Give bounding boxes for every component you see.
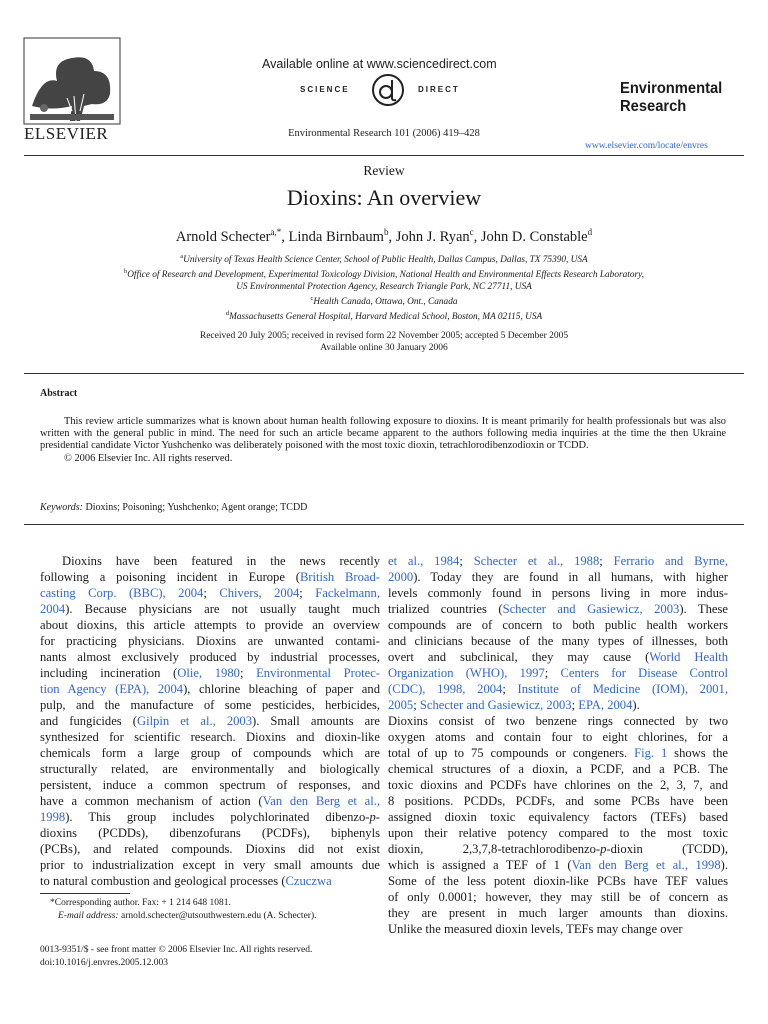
affiliation-marker: b	[123, 268, 128, 276]
body-text: and fungicides (	[40, 714, 137, 728]
body-text: -	[375, 810, 380, 824]
body-text-line	[388, 665, 728, 681]
citation-link[interactable]: 2000	[388, 570, 414, 584]
article-type: Review	[363, 163, 405, 178]
author-affiliation-marker[interactable]: c	[469, 227, 474, 237]
body-text-line	[40, 809, 380, 825]
body-text-line	[40, 761, 380, 777]
body-text-line	[40, 697, 380, 713]
body-text: ;	[571, 698, 579, 712]
body-text-line	[40, 857, 380, 873]
body-text-line	[388, 825, 728, 841]
body-text: to natural combustion and geological processes (	[40, 874, 286, 888]
body-text: levels commonly found in persons living in more indus-	[388, 586, 728, 600]
citation-link[interactable]: Chivers, 2004	[219, 586, 300, 600]
journal-url-link[interactable]: www.elsevier.com/locate/envres	[585, 141, 708, 151]
author-name: John D. Constable	[480, 228, 588, 245]
elsevier-tree-logo	[22, 36, 122, 126]
body-text: following a poisoning incident in Europe (	[40, 570, 300, 584]
body-text: Dioxins consist of two benzene rings connected by two	[388, 714, 728, 728]
article-dates	[0, 330, 768, 354]
body-text-line	[40, 793, 380, 809]
citation-link[interactable]: Schecter and Gasiewicz, 2003	[502, 602, 680, 616]
affiliation-line	[40, 266, 728, 281]
body-text: assigned dioxin toxic equivalency factors (TEFs) based	[388, 810, 728, 824]
citation-link[interactable]: (CDC), 1998, 2004	[388, 682, 503, 696]
body-text: they are present in much larger amounts than dioxins.	[388, 906, 728, 920]
body-text: persistent, induce a common spectrum of responses, and	[40, 778, 380, 792]
body-text-line	[388, 633, 728, 649]
front-matter	[40, 944, 312, 969]
body-text: pulp, and the manufacture of some pesticides, herbicides,	[40, 698, 380, 712]
body-text-line	[40, 585, 380, 601]
body-text: ). These	[679, 602, 728, 616]
citation-link[interactable]: 2005	[388, 698, 414, 712]
body-text-line	[40, 729, 380, 745]
abstract-paragraph: This review article summarizes what is known about human health following exposure to dioxins. It is meant primarily for health professionals but was also written with the general public in mind. The need for such an article became apparent to the authors following media inquiries at the time the then Ukraine presidential candidate Victor Yushchenko was deliberately poisoned with the most toxic dioxin, tetrachlorodibenzodioxin or TCDD.	[40, 416, 726, 452]
body-text-line	[388, 553, 728, 569]
body-text: structurally related, are environmentally and biologically	[40, 762, 380, 776]
body-text-line	[388, 873, 728, 889]
author-affiliation-marker[interactable]: a,*	[270, 227, 282, 237]
abstract-top-divider	[24, 373, 744, 374]
body-text: ;	[299, 586, 316, 600]
body-text: ).	[632, 698, 640, 712]
body-text-line	[388, 697, 728, 713]
citation-link[interactable]: et al., 1984	[388, 554, 460, 568]
body-column-left	[40, 553, 380, 889]
keywords-label: Keywords:	[40, 502, 83, 513]
body-text-line	[388, 745, 728, 761]
body-text: dioxin, 2,3,7,8-tetrachlorodibenzo-	[388, 842, 601, 856]
journal-title-line1: Environmental	[620, 80, 723, 97]
author-affiliation-marker[interactable]: d	[587, 227, 593, 237]
body-text-line	[388, 905, 728, 921]
body-text-line	[40, 665, 380, 681]
citation-link[interactable]: Gilpin et al., 2003	[136, 714, 253, 728]
body-text: Unlike the measured dioxin levels, TEFs may change over	[388, 922, 683, 936]
email-label: E-mail address:	[58, 910, 119, 921]
body-text: ). Because physicians are not usually taught much	[65, 602, 380, 616]
author-name: Linda Birnbaum	[288, 228, 384, 245]
body-text: upon their relative potency compared to the most toxic	[388, 826, 728, 840]
footnote	[40, 897, 317, 922]
affiliation-line	[40, 293, 728, 308]
body-text-line	[40, 745, 380, 761]
body-text: toxic dioxins and PCDFs have chlorines on the 2, 3, 7, and	[388, 778, 728, 792]
body-text-line	[388, 681, 728, 697]
email-line	[40, 910, 317, 923]
body-text: ;	[413, 698, 420, 712]
body-text: compounds are of concern to both public health workers	[388, 618, 728, 632]
body-text: (PCBs), and related compounds. Dioxins did not exist	[40, 842, 380, 856]
body-text: ). This group includes polychlorinated dibenzo-	[65, 810, 370, 824]
affiliation-text: US Environmental Protection Agency, Research Triangle Park, NC 27711, USA	[236, 282, 532, 293]
body-text: overt and subclinical, they may cause (	[388, 650, 650, 664]
keywords-list: Dioxins; Poisoning; Yushchenko; Agent orange; TCDD	[82, 502, 308, 513]
corresponding-author: *Corresponding author. Fax: + 1 214 648 1081.	[50, 898, 231, 908]
body-text: oxygen atoms and contain four to eight chlorines, for a	[388, 730, 728, 744]
body-text: p	[369, 810, 376, 824]
body-text: of only 0.0001; however, they may still be of concern as	[388, 890, 728, 904]
body-text: which is assigned a TEF of 1 (	[388, 858, 572, 872]
body-text: about dioxins, this article attempts to provide an overview	[40, 618, 380, 632]
body-text-line	[388, 921, 728, 937]
body-text: ). Small amounts are	[252, 714, 380, 728]
sd-science-word: SCIENCE	[300, 85, 350, 94]
body-text-line	[388, 617, 728, 633]
citation-link[interactable]: Van den Berg et al., 1998	[571, 858, 721, 872]
journal-title-line2: Research	[620, 98, 687, 115]
elsevier-logo-text: ELSEVIER	[24, 124, 109, 143]
doi-line[interactable]: doi:10.1016/j.envres.2005.12.003	[40, 957, 168, 968]
keywords	[40, 502, 307, 513]
article-title: Dioxins: An overview	[286, 185, 482, 210]
body-text-line	[40, 681, 380, 697]
body-text-line	[40, 569, 380, 585]
body-text: ;	[459, 554, 474, 568]
body-text-line	[388, 729, 728, 745]
body-text: chemical structures of a dioxin, a PCDF, and a PCB. The	[388, 762, 728, 776]
affiliation-line	[40, 281, 728, 293]
body-text: including incineration (	[40, 666, 178, 680]
header-divider	[24, 155, 744, 156]
body-text: ;	[502, 682, 518, 696]
body-text-line	[388, 585, 728, 601]
body-text: ), chlorine bleaching of paper and	[183, 682, 380, 696]
received-dates: Received 20 July 2005; received in revised form 22 November 2005; accepted 5 December 2005	[199, 331, 569, 341]
body-text-line	[40, 713, 380, 729]
body-text: ).	[720, 858, 728, 872]
author-name: Arnold Schecter	[175, 228, 271, 245]
body-text-line	[388, 889, 728, 905]
body-text: for practicing physicians. Dioxins are unwanted contami-	[40, 634, 380, 648]
body-text-line	[40, 633, 380, 649]
body-text: ). Today they are found in all humans, with higher	[413, 570, 728, 584]
available-date: Available online 30 January 2006	[320, 343, 448, 353]
body-text: chemicals form a large group of compounds which are	[40, 746, 380, 760]
citation-link[interactable]: EPA, 2004	[578, 698, 633, 712]
citation-link[interactable]: casting Corp. (BBC), 2004	[40, 586, 204, 600]
body-text: Some of the less potent dioxin-like PCBs have TEF values	[388, 874, 728, 888]
abstract-body	[40, 416, 726, 465]
body-text: trialized countries (	[388, 602, 503, 616]
affiliation-text: Massachusetts General Hospital, Harvard Medical School, Boston, MA 02115, USA	[229, 312, 543, 323]
abstract-copyright: © 2006 Elsevier Inc. All rights reserved.	[64, 452, 233, 464]
body-text-line	[388, 601, 728, 617]
body-text-line	[388, 649, 728, 665]
citation-link[interactable]: Van den Berg et al.,	[262, 794, 380, 808]
body-text: nants almost exclusively produced by industrial processes,	[40, 650, 380, 664]
body-text-line	[388, 713, 728, 729]
author-list: Arnold Schecter$^{a,*}$, Linda Birnbaum$^b$, John J. Ryan$^c$, John D. Constable$^d$	[175, 227, 593, 245]
affiliation-list	[40, 251, 728, 323]
journal-title	[620, 80, 722, 116]
citation-link[interactable]: Ferrario and Byrne,	[613, 554, 728, 568]
abstract-heading: Abstract	[40, 388, 78, 399]
affiliation-text: Health Canada, Ottawa, Ont., Canada	[313, 297, 458, 308]
journal-citation: Environmental Research 101 (2006) 419–428	[288, 128, 480, 139]
body-text-line	[40, 601, 380, 617]
affiliation-line	[40, 308, 728, 323]
abstract-bottom-divider	[24, 524, 744, 525]
citation-link[interactable]: 2004	[40, 602, 66, 616]
author-affiliation-marker[interactable]: b	[383, 227, 389, 237]
body-text: prior to industrialization except in very small amounts due	[40, 858, 380, 872]
body-text-line	[388, 809, 728, 825]
affiliation-marker: a	[180, 253, 184, 260]
body-text: synthesized for scientific research. Dioxins and dioxin-like	[40, 730, 380, 744]
affiliation-text: Office of Research and Development, Experimental Toxicology Division, National Health and Environmental Effects Research Laboratory,	[127, 270, 645, 281]
body-text: Dioxins have been featured in the news recently	[62, 554, 380, 568]
body-text: ;	[203, 586, 220, 600]
body-text-line	[388, 761, 728, 777]
body-text-line	[40, 553, 380, 569]
body-text-line	[40, 617, 380, 633]
body-text-line	[40, 649, 380, 665]
body-text: ;	[239, 666, 257, 680]
sciencedirect-logo	[300, 78, 490, 102]
citation-link[interactable]: 1998	[40, 810, 66, 824]
citation-link[interactable]: Czuczwa	[285, 874, 332, 888]
body-text: total of up to 75 compounds or congeners.	[388, 746, 635, 760]
citation-link[interactable]: Fackelmann,	[315, 586, 380, 600]
body-text-line	[40, 777, 380, 793]
body-text: ;	[599, 554, 614, 568]
sd-at-icon	[368, 72, 408, 108]
citation-link[interactable]: tion Agency (EPA), 2004	[40, 682, 184, 696]
citation-link[interactable]: Olie, 1980	[177, 666, 240, 680]
issn-line: 0013-9351/$ - see front matter © 2006 Elsevier Inc. All rights reserved.	[40, 945, 313, 955]
body-text-line	[40, 841, 380, 857]
citation-link[interactable]: British Broad-	[299, 570, 380, 584]
body-text: p	[600, 842, 607, 856]
sd-direct-word: DIRECT	[418, 85, 460, 94]
citation-link[interactable]: Schecter et al., 1988	[473, 554, 600, 568]
email-address[interactable]: arnold.schecter@utsouthwestern.edu (A. Schecter).	[118, 910, 317, 921]
body-text: and clinicians because of the many types of illnesses, both	[388, 634, 728, 648]
affiliation-marker: c	[310, 295, 314, 303]
citation-link[interactable]: World Health	[649, 650, 728, 664]
footnote-divider	[40, 893, 130, 894]
body-column-right	[388, 553, 728, 937]
body-text-line	[388, 569, 728, 585]
body-text: -dioxin (TCDD),	[606, 842, 728, 856]
citation-link[interactable]: Environmental Protec-	[256, 666, 380, 680]
affiliation-marker: d	[225, 310, 230, 318]
citation-link[interactable]: Fig. 1	[634, 746, 668, 760]
citation-link[interactable]: Institute of Medicine (IOM), 2001,	[517, 682, 728, 696]
affiliation-text: University of Texas Health Science Center, School of Public Health, Dallas Campus, Dallas, TX 75390, USA	[183, 255, 588, 266]
body-text-line	[40, 825, 380, 841]
sciencedirect-availability[interactable]: Available online at www.sciencedirect.com	[262, 57, 497, 71]
body-text: 8 positions. PCDDs, PCDFs, and some PCBs have been	[388, 794, 728, 808]
body-text-line	[388, 777, 728, 793]
body-text-line	[40, 873, 380, 889]
affiliation-line	[40, 251, 728, 266]
body-text-line	[388, 841, 728, 857]
citation-link[interactable]: Organization (WHO), 1997	[388, 666, 545, 680]
body-text-line	[388, 793, 728, 809]
citation-link[interactable]: Centers for Disease Control	[560, 666, 728, 680]
body-text: have a common mechanism of action (	[40, 794, 263, 808]
citation-link[interactable]: Schecter and Gasiewicz, 2003	[419, 698, 572, 712]
body-text: ;	[544, 666, 561, 680]
body-text: dioxins (PCDDs), dibenzofurans (PCDFs), biphenyls	[40, 826, 380, 840]
body-text-line	[388, 857, 728, 873]
body-text: shows the	[667, 746, 728, 760]
author-name: John J. Ryan	[395, 228, 470, 245]
